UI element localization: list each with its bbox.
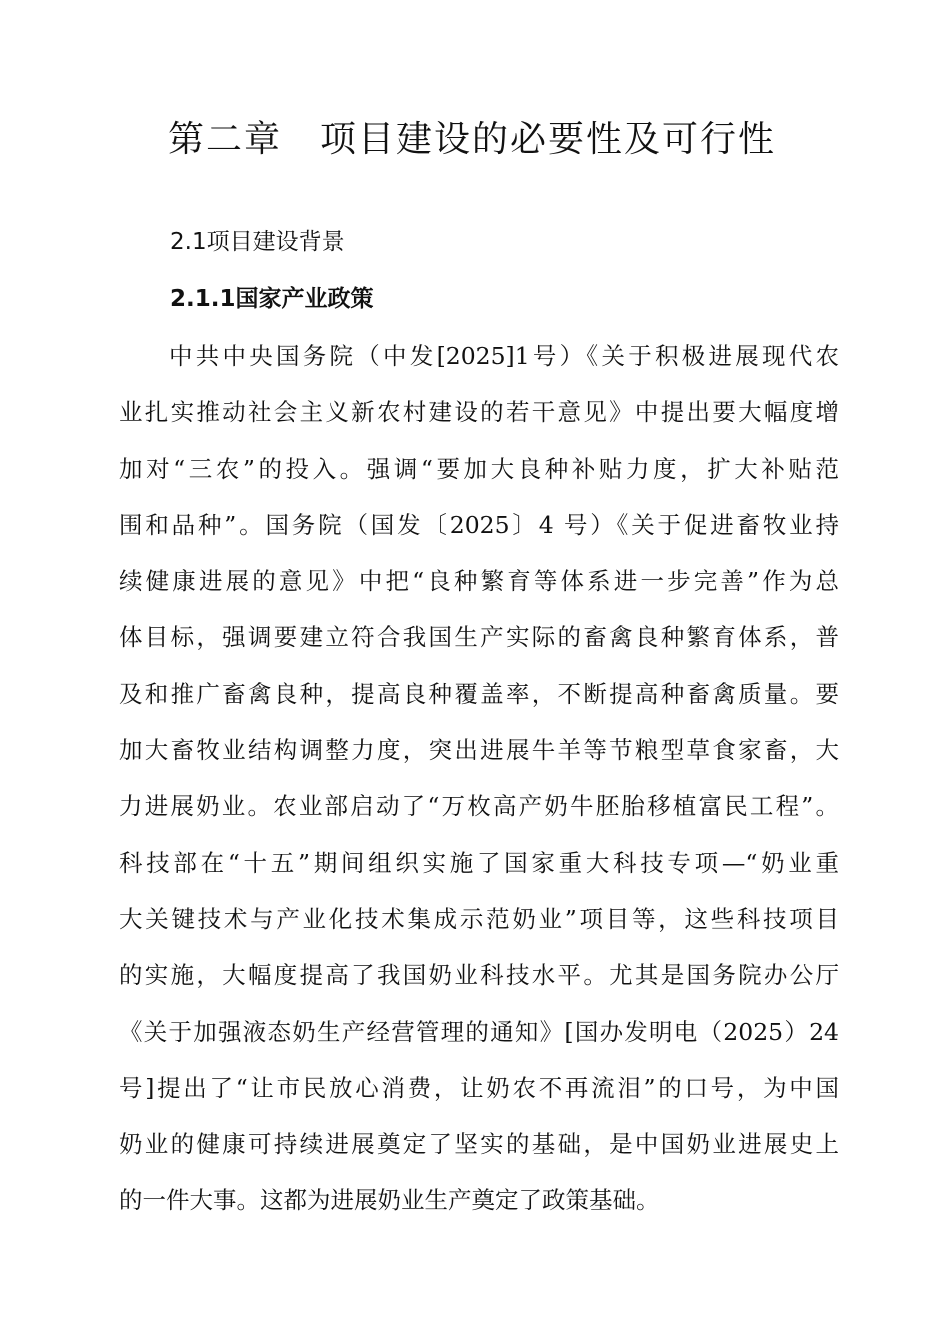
- paragraph-line: 加大畜牧业结构调整力度，突出进展牛羊等节粮型草食家畜，大: [119, 736, 839, 765]
- section-heading: 2.1项目建设背景: [170, 229, 345, 255]
- paragraph-line: 加对“三农”的投入。强调“要加大良种补贴力度，扩大补贴范: [119, 454, 839, 483]
- body-paragraph: [119, 338, 839, 1239]
- paragraph-line: 的实施，大幅度提高了我国奶业科技水平。尤其是国务院办公厅: [119, 961, 839, 990]
- paragraph-line: 中共中央国务院（中发[2025]1号）《关于积极进展现代农: [169, 342, 839, 370]
- paragraph-line: 号]提出了“让市民放心消费，让奶农不再流泪”的口号，为中国: [119, 1073, 839, 1102]
- paragraph-line: 围和品种”。国务院（国发〔2025〕4 号）《关于促进畜牧业持: [119, 510, 839, 539]
- paragraph-line: 《关于加强液态奶生产经营管理的通知》[国办发明电（2025）24: [119, 1017, 839, 1046]
- subsection-heading: 2.1.1国家产业政策: [170, 286, 374, 312]
- paragraph-line: 及和推广畜禽良种，提高良种覆盖率，不断提高种畜禽质量。要: [119, 679, 839, 708]
- chapter-title: 第二章 项目建设的必要性及可行性: [168, 119, 777, 160]
- paragraph-line: 力进展奶业。农业部启动了“万枚高产奶牛胚胎移植富民工程”。: [119, 792, 839, 821]
- paragraph-line: 体目标，强调要建立符合我国生产实际的畜禽良种繁育体系，普: [119, 623, 839, 652]
- paragraph-line: 大关键技术与产业化技术集成示范奶业”项目等，这些科技项目: [119, 904, 839, 933]
- paragraph-line: 的一件大事。这都为进展奶业生产奠定了政策基础。: [119, 1186, 660, 1215]
- paragraph-line: 科技部在“十五”期间组织实施了国家重大科技专项—“奶业重: [119, 848, 839, 877]
- paragraph-line: 业扎实推动社会主义新农村建设的若干意见》中提出要大幅度增: [119, 398, 839, 427]
- paragraph-line: 续健康进展的意见》中把“良种繁育等体系进一步完善”作为总: [119, 567, 839, 596]
- paragraph-line: 奶业的健康可持续进展奠定了坚实的基础，是中国奶业进展史上: [119, 1130, 839, 1159]
